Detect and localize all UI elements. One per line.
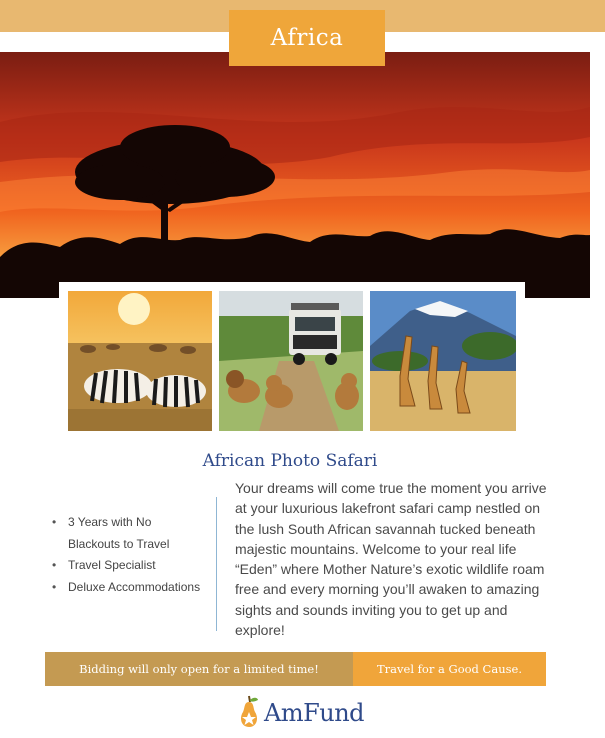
feature-list: [52, 512, 222, 598]
cause-text: Travel for a Good Cause.: [377, 662, 522, 676]
bidding-text: Bidding will only open for a limited time!: [79, 662, 319, 676]
safari-jeep-photo: [219, 291, 363, 431]
bidding-banner: [45, 652, 353, 686]
logo-wordmark: AmFund: [264, 699, 365, 727]
giraffes-photo: [370, 291, 516, 431]
cause-banner: [353, 652, 546, 686]
section-heading: African Photo Safari: [202, 451, 378, 471]
feature-item: • 3 Years with No: [52, 512, 222, 534]
feature-item-continuation: Blackouts to Travel: [68, 536, 170, 551]
description-paragraph: Your dreams will come true the moment you arrive at your luxurious lakefront safari camp nestled on the lush South African savannah tucked beneath majestic mountains. Welcome to your real life “Eden” where Mother Nature’s exotic wildlife roam free and every morning you’ll awaken to amazing sights and sounds inviting you to get up and explore!: [235, 480, 547, 639]
zebras-photo: [68, 291, 212, 431]
page-title: Africa: [270, 25, 344, 51]
photo-strip: [59, 282, 525, 442]
amfund-logo: [236, 692, 364, 728]
pear-star-icon: [236, 694, 262, 728]
hero-sunset-image: [0, 52, 590, 298]
title-banner: [229, 10, 385, 66]
feature-item: • Deluxe Accommodations: [52, 577, 222, 599]
vertical-divider: [216, 497, 217, 631]
feature-item: • Travel Specialist: [52, 555, 222, 577]
